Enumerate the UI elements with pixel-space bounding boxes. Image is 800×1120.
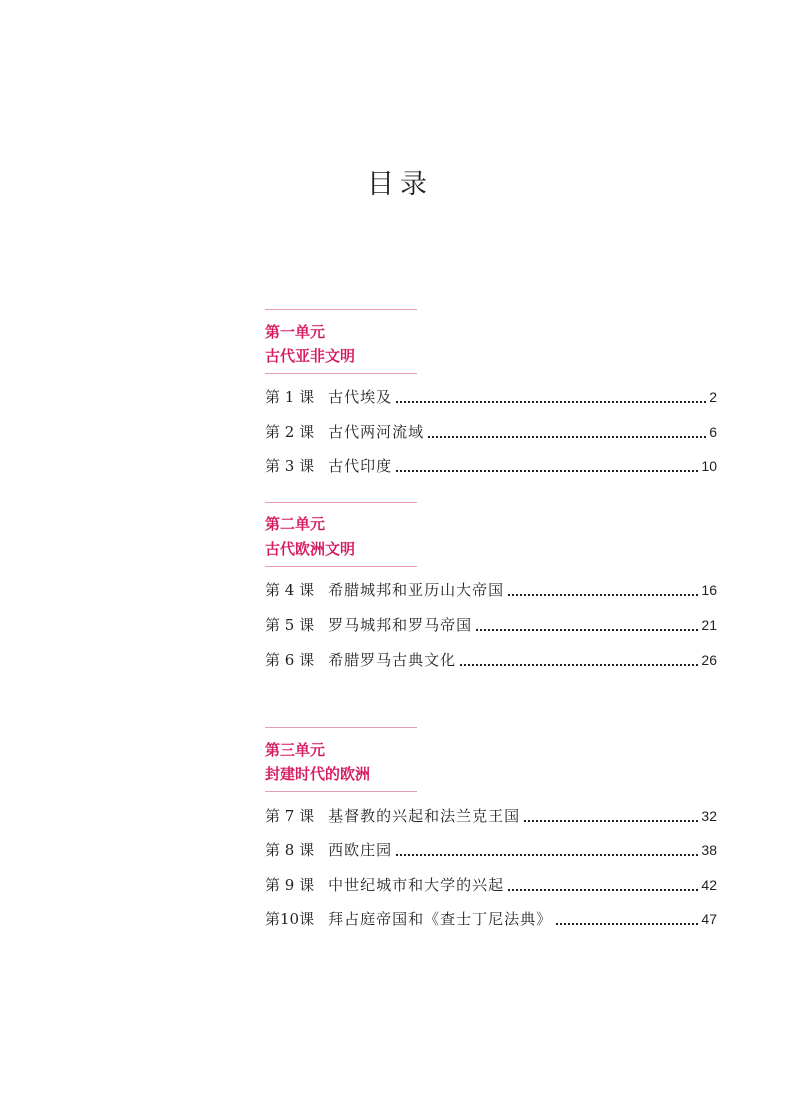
page-number: 42 — [701, 877, 717, 893]
toc-entry[interactable] — [265, 839, 717, 861]
unit-number: 第一单元 — [265, 323, 326, 341]
dot-leader — [476, 629, 698, 631]
toc-entry[interactable] — [265, 908, 717, 930]
toc-entry[interactable] — [265, 805, 717, 827]
dot-leader — [396, 854, 698, 856]
unit-title: 古代欧洲文明 — [265, 540, 356, 558]
page-number: 16 — [701, 582, 717, 598]
toc-entry[interactable] — [265, 455, 717, 477]
unit-number: 第三单元 — [265, 741, 326, 759]
page-number: 47 — [701, 911, 717, 927]
lesson-title: 希腊罗马古典文化 — [328, 651, 457, 669]
unit-rule-bottom — [265, 373, 417, 374]
unit-number: 第二单元 — [265, 515, 326, 533]
page-title: 目录 — [367, 169, 433, 200]
lesson-number: 第10课 — [265, 910, 315, 928]
page-number: 6 — [709, 424, 717, 440]
dot-leader — [396, 470, 698, 472]
lesson-title: 希腊城邦和亚历山大帝国 — [328, 581, 505, 599]
lesson-number: 第 8 课 — [265, 841, 315, 859]
page-number: 2 — [709, 389, 717, 405]
lesson-title: 古代两河流域 — [328, 423, 425, 441]
dot-leader — [460, 664, 698, 666]
toc-entry[interactable] — [265, 614, 717, 636]
lesson-title: 西欧庄园 — [328, 841, 393, 859]
lesson-number: 第 6 课 — [265, 651, 315, 669]
lesson-number: 第 5 课 — [265, 616, 315, 634]
lesson-title: 基督教的兴起和法兰克王国 — [328, 807, 521, 825]
dot-leader — [508, 889, 698, 891]
dot-leader — [508, 594, 698, 596]
lesson-title: 拜占庭帝国和《查士丁尼法典》 — [328, 910, 553, 928]
toc-entry[interactable] — [265, 874, 717, 896]
unit-rule-top — [265, 309, 417, 310]
lesson-number: 第 9 课 — [265, 876, 315, 894]
lesson-title: 中世纪城市和大学的兴起 — [328, 876, 505, 894]
dot-leader — [428, 436, 706, 438]
page-number: 32 — [701, 808, 717, 824]
unit-rule-bottom — [265, 566, 417, 567]
dot-leader — [524, 820, 698, 822]
page-number: 10 — [701, 458, 717, 474]
lesson-number: 第 4 课 — [265, 581, 315, 599]
page-number: 21 — [701, 617, 717, 633]
unit-title: 古代亚非文明 — [265, 347, 356, 365]
dot-leader — [396, 401, 706, 403]
unit-rule-bottom — [265, 791, 417, 792]
page-number: 26 — [701, 652, 717, 668]
toc-entry[interactable] — [265, 421, 717, 443]
lesson-title: 古代印度 — [328, 457, 393, 475]
lesson-title: 古代埃及 — [328, 388, 393, 406]
unit-title: 封建时代的欧洲 — [265, 765, 371, 783]
page-number: 38 — [701, 842, 717, 858]
dot-leader — [556, 923, 698, 925]
lesson-number: 第 2 课 — [265, 423, 315, 441]
lesson-number: 第 7 课 — [265, 807, 315, 825]
unit-rule-top — [265, 727, 417, 728]
lesson-number: 第 1 课 — [265, 388, 315, 406]
lesson-title: 罗马城邦和罗马帝国 — [328, 616, 473, 634]
toc-entry[interactable] — [265, 649, 717, 671]
unit-rule-top — [265, 502, 417, 503]
toc-entry[interactable] — [265, 579, 717, 601]
lesson-number: 第 3 课 — [265, 457, 315, 475]
toc-entry[interactable] — [265, 386, 717, 408]
